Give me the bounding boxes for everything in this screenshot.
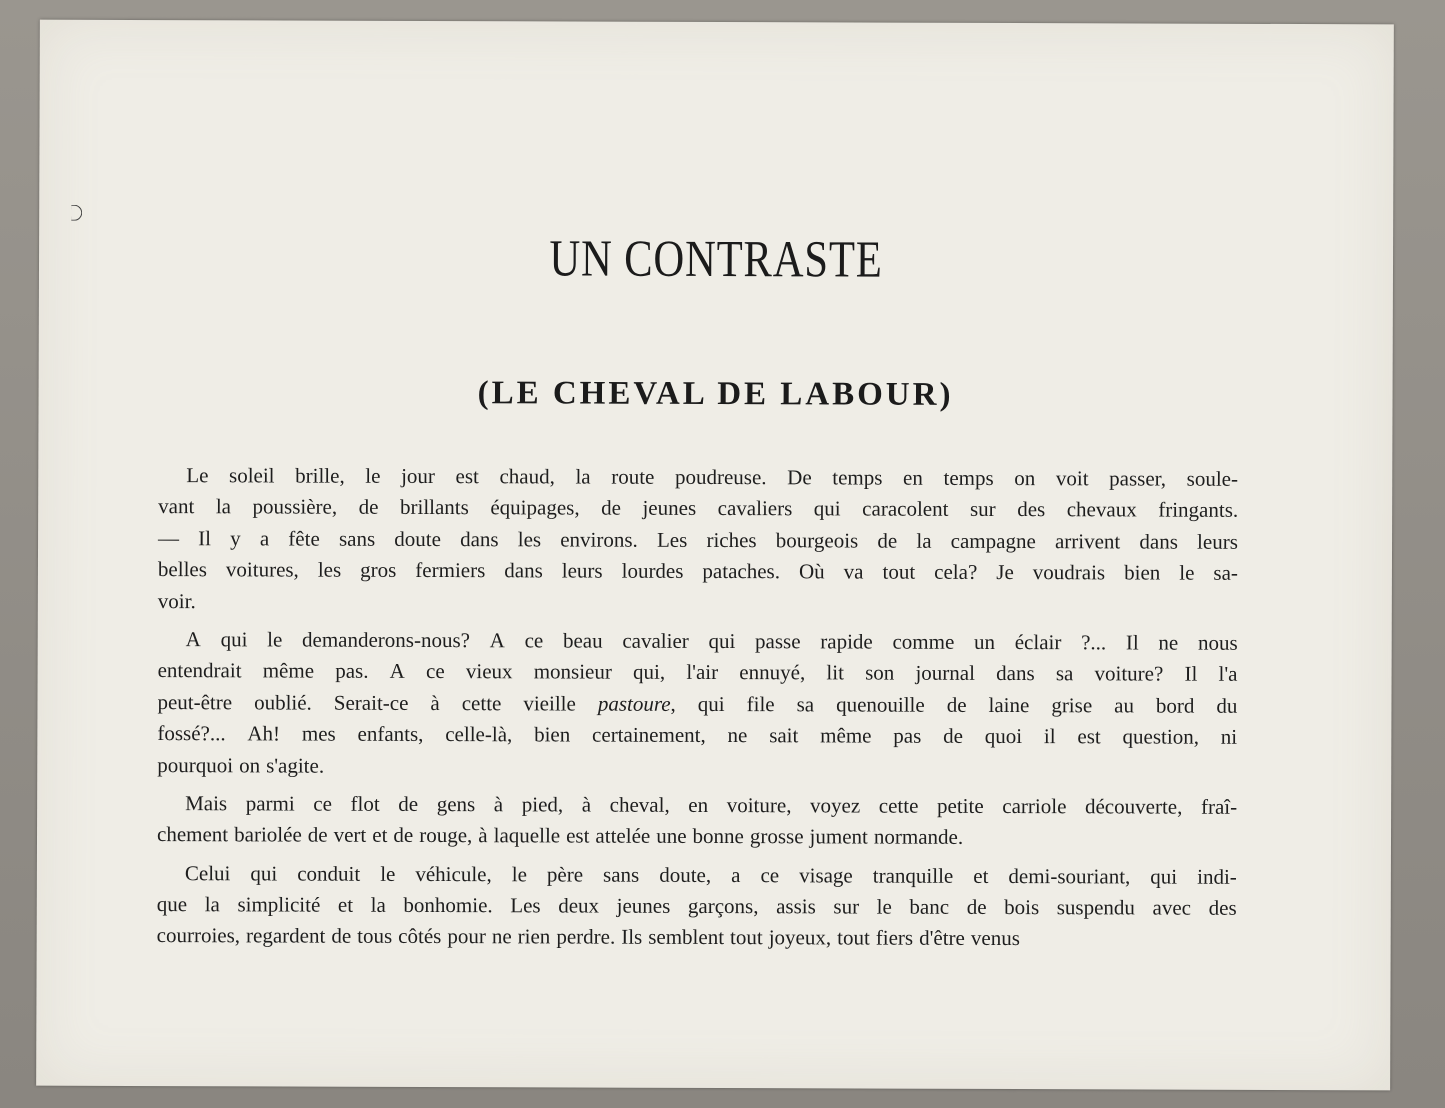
word: qui (220, 627, 248, 652)
word: tout (882, 559, 916, 584)
word: de (393, 823, 414, 848)
word: un (973, 629, 996, 654)
word: tranquille (872, 863, 954, 888)
word: des (1208, 895, 1237, 920)
word: véhicule, (415, 861, 492, 886)
word: les (317, 557, 342, 582)
word: fraî- (1200, 794, 1238, 819)
word: semblent (648, 925, 725, 950)
word: certainement, (592, 722, 706, 748)
word: du (1216, 693, 1238, 718)
word: soleil (228, 463, 275, 488)
word: vert (333, 822, 367, 848)
word: Ils (621, 925, 643, 950)
word: celle-là, (445, 722, 513, 747)
page-title: UN CONTRASTE (549, 230, 883, 289)
word: grosse (749, 824, 804, 849)
word: brillants (399, 495, 469, 520)
word: demanderons-nous? (301, 627, 471, 653)
word: de (946, 692, 967, 717)
word: il (1043, 724, 1056, 749)
word: pas (893, 723, 922, 748)
word: jour (401, 463, 435, 489)
word: tout (730, 925, 763, 950)
word: poussière, (252, 494, 338, 520)
word: riches (706, 527, 757, 552)
text-line (157, 718, 1237, 753)
word: pas. (335, 659, 369, 684)
text-line (157, 750, 1237, 785)
word: leurs (561, 558, 603, 583)
word: de (943, 723, 964, 748)
text-line (157, 858, 1237, 893)
word: fiers (875, 926, 914, 951)
word: les (517, 527, 542, 552)
word: grise (1051, 692, 1093, 718)
word: le (365, 463, 381, 488)
word: voir. (157, 588, 196, 613)
word: de (358, 495, 379, 520)
word: bariolée (234, 822, 302, 847)
word: tout (837, 925, 870, 951)
word: vieux (465, 659, 513, 684)
word: voit (1055, 466, 1089, 491)
word: même (820, 723, 872, 748)
word: bonne (692, 824, 744, 849)
text-line (158, 460, 1238, 495)
word: pourquoi (157, 752, 234, 777)
word: Ah! (247, 721, 281, 746)
word: avec (1152, 895, 1192, 920)
word: même (262, 658, 315, 683)
word: bois (1004, 895, 1040, 920)
word: Celui (184, 860, 231, 885)
word: ennuyé, (739, 660, 806, 685)
word: ?... (1081, 630, 1107, 655)
word: journal (915, 661, 976, 686)
word: rapide (820, 629, 873, 654)
word: suspendu (1056, 895, 1136, 920)
word: la (575, 464, 591, 489)
word: qui (697, 691, 725, 716)
word: et (973, 863, 989, 888)
word: cavaliers (717, 496, 793, 521)
word: arrivent (1054, 528, 1121, 554)
word: nous (1197, 630, 1238, 655)
word: équipages, (490, 495, 580, 520)
word: pastoure, (597, 691, 676, 716)
word: — (158, 525, 180, 550)
word: fringants. (1158, 497, 1239, 523)
word: jument (809, 824, 868, 849)
text-line (158, 655, 1238, 690)
paper-sheet (36, 20, 1394, 1091)
word: de (398, 791, 419, 816)
word: y (230, 526, 241, 551)
word: de (331, 924, 352, 949)
word: enfants, (357, 721, 424, 747)
word: belles (157, 557, 207, 582)
word: A (489, 628, 505, 653)
text-line (158, 554, 1238, 589)
word: joyeux, (768, 925, 832, 950)
word: qui (708, 628, 736, 654)
word: bord (1155, 693, 1195, 718)
word: chaud, (499, 464, 555, 489)
word: son (865, 660, 895, 685)
word: jeunes (616, 893, 671, 918)
word: s'agite. (266, 752, 325, 778)
word: bien (534, 722, 571, 747)
word: environs. (560, 527, 638, 552)
word: fermiers (415, 558, 486, 583)
word: l'air (686, 660, 719, 685)
word: voiture? (1094, 661, 1164, 686)
word: le (1179, 560, 1195, 585)
word: la (370, 892, 386, 917)
word: fête (288, 526, 320, 551)
word: petite (937, 793, 984, 818)
word: une (656, 824, 687, 849)
text-line (157, 687, 1237, 722)
word: dans (460, 526, 499, 552)
word: cheval, (609, 792, 670, 817)
punch-mark (71, 205, 82, 221)
word: père (546, 862, 584, 887)
word: temps (943, 465, 994, 490)
word: file (746, 691, 775, 716)
word: voyez (810, 793, 861, 818)
word: Il (1125, 630, 1139, 655)
word: doute, (659, 862, 712, 887)
word: quoi (984, 724, 1023, 749)
word: vieille (523, 691, 576, 716)
word: visage (799, 862, 853, 888)
word: passer, (1109, 466, 1167, 491)
word: flot (350, 791, 380, 816)
word: ne (727, 723, 748, 748)
word: A (185, 627, 201, 652)
word: que (156, 892, 188, 917)
word: carriole (1002, 793, 1067, 819)
word: pataches. (702, 559, 781, 584)
word: caracolent (862, 496, 949, 522)
word: le (876, 894, 892, 919)
word: lourdes (621, 558, 684, 584)
word: brille, (295, 463, 345, 488)
word: mes (301, 721, 336, 746)
word: la (204, 892, 220, 917)
body-text (157, 460, 1239, 956)
word: assis (776, 894, 816, 919)
word: regardent (246, 923, 326, 949)
word: deux (558, 893, 600, 918)
word: comme (892, 629, 955, 654)
word: Serait-ce (333, 690, 409, 715)
word: sur (969, 497, 996, 522)
word: laine (988, 692, 1030, 717)
word: sa (796, 692, 815, 717)
word: chevaux (1066, 497, 1137, 522)
word: dans (996, 661, 1035, 686)
word: demi-souriant, (1008, 863, 1131, 889)
word: ce (426, 659, 445, 684)
word: leurs (1197, 529, 1238, 554)
word: garçons, (687, 893, 759, 919)
word: ne (491, 924, 512, 949)
text-line (158, 523, 1238, 558)
word: de (307, 822, 328, 847)
word: pied, (521, 792, 564, 817)
word: lit (826, 660, 844, 685)
word: Le (186, 463, 209, 488)
word: monsieur (533, 659, 612, 684)
word: cette (461, 690, 502, 715)
word: Les (656, 527, 688, 552)
word: cette (878, 793, 919, 818)
word: en (688, 792, 709, 817)
word: chement (156, 822, 229, 847)
word: Je (996, 560, 1014, 585)
word: dans (504, 558, 543, 583)
word: route (611, 464, 655, 489)
word: pour (447, 924, 486, 949)
text-line (158, 624, 1238, 659)
word: A (389, 659, 405, 684)
word: parmi (245, 791, 295, 816)
word: perdre. (556, 924, 616, 950)
text-line (158, 586, 1238, 621)
word: entendrait (157, 658, 242, 683)
word: au (1114, 693, 1135, 718)
word: courroies, (156, 923, 241, 948)
word: va (843, 559, 864, 584)
text-line (157, 921, 1237, 956)
word: l'a (1218, 662, 1238, 687)
word: est (566, 823, 590, 848)
word: à (493, 792, 504, 817)
word: ce (313, 791, 332, 816)
page-subtitle: (LE CHEVAL DE LABOUR) (477, 375, 954, 413)
word: a (731, 862, 741, 887)
word: peut-être (157, 689, 233, 715)
word: ce (760, 862, 780, 887)
word: et (372, 823, 388, 848)
word: ce (524, 628, 544, 653)
word: le (511, 861, 527, 887)
word: la (916, 528, 932, 553)
word: sans (338, 526, 376, 551)
word: de (966, 894, 987, 920)
word: bonhomie. (403, 892, 493, 918)
word: beau (562, 628, 603, 653)
word: fossé?... (157, 721, 226, 746)
word: poudreuse. (674, 464, 767, 490)
word: soule- (1186, 466, 1239, 491)
word: des (1017, 497, 1046, 522)
word: voudrais (1032, 560, 1106, 585)
word: bien (1124, 560, 1161, 585)
word: la (215, 494, 232, 519)
word: le (380, 861, 396, 886)
word: Mais (185, 791, 228, 816)
word: sur (833, 894, 860, 919)
word: question, (1122, 724, 1200, 749)
text-line (157, 788, 1237, 823)
word: ni (1220, 724, 1238, 749)
word: De (787, 465, 812, 490)
text-line (157, 889, 1237, 924)
word: gros (360, 557, 397, 583)
word: découverte, (1084, 794, 1183, 819)
word: campagne (950, 528, 1036, 553)
word: doute (394, 526, 442, 551)
word: d'être (919, 926, 965, 951)
word: a (259, 526, 270, 551)
word: ne (1158, 630, 1179, 655)
text-line (157, 819, 1237, 854)
word: normande. (873, 824, 964, 850)
word: on (1014, 466, 1036, 491)
word: sans (603, 862, 640, 887)
word: cela? (934, 559, 978, 585)
word: laquelle (493, 823, 561, 848)
word: passe (755, 629, 801, 654)
text-line (158, 491, 1238, 526)
word: rouge, (419, 823, 473, 848)
word: conduit (297, 861, 361, 886)
word: à (581, 792, 592, 817)
word: rien (517, 924, 551, 949)
word: quenouille (836, 692, 925, 717)
word: temps (832, 465, 883, 490)
word: vant (158, 494, 195, 519)
word: à (430, 690, 440, 715)
word: cavalier (622, 628, 689, 653)
word: est (1077, 724, 1101, 749)
word: sa- (1213, 560, 1238, 585)
word: gens (436, 791, 476, 817)
word: le (267, 627, 283, 652)
word: qui (813, 496, 841, 521)
word: Les (510, 893, 541, 918)
word: banc (909, 894, 950, 919)
word: Il (1184, 661, 1198, 687)
word: qui (250, 861, 278, 886)
word: simplicité (237, 892, 321, 917)
word: voiture, (726, 792, 792, 818)
word: Il (198, 525, 212, 551)
word: de (601, 495, 622, 521)
word: dans (1139, 529, 1178, 554)
word: à (478, 823, 488, 848)
word: Où (798, 559, 825, 584)
word: côtés (398, 924, 442, 949)
word: en (903, 465, 923, 490)
word: bourgeois (775, 527, 859, 553)
word: indi- (1197, 864, 1237, 889)
word: sait (769, 723, 799, 748)
word: est (455, 464, 479, 489)
word: attelée (595, 823, 651, 849)
word: oublié. (254, 690, 312, 715)
word: sa (1055, 661, 1074, 686)
word: on (239, 752, 261, 777)
word: de (877, 528, 898, 553)
word: tous (357, 924, 393, 949)
word: et (337, 892, 354, 917)
word: qui, (633, 660, 666, 685)
word: éclair (1014, 630, 1062, 655)
word: jeunes (642, 496, 697, 521)
word: qui (1150, 864, 1178, 889)
word: voitures, (225, 557, 299, 582)
word: venus (970, 926, 1020, 951)
